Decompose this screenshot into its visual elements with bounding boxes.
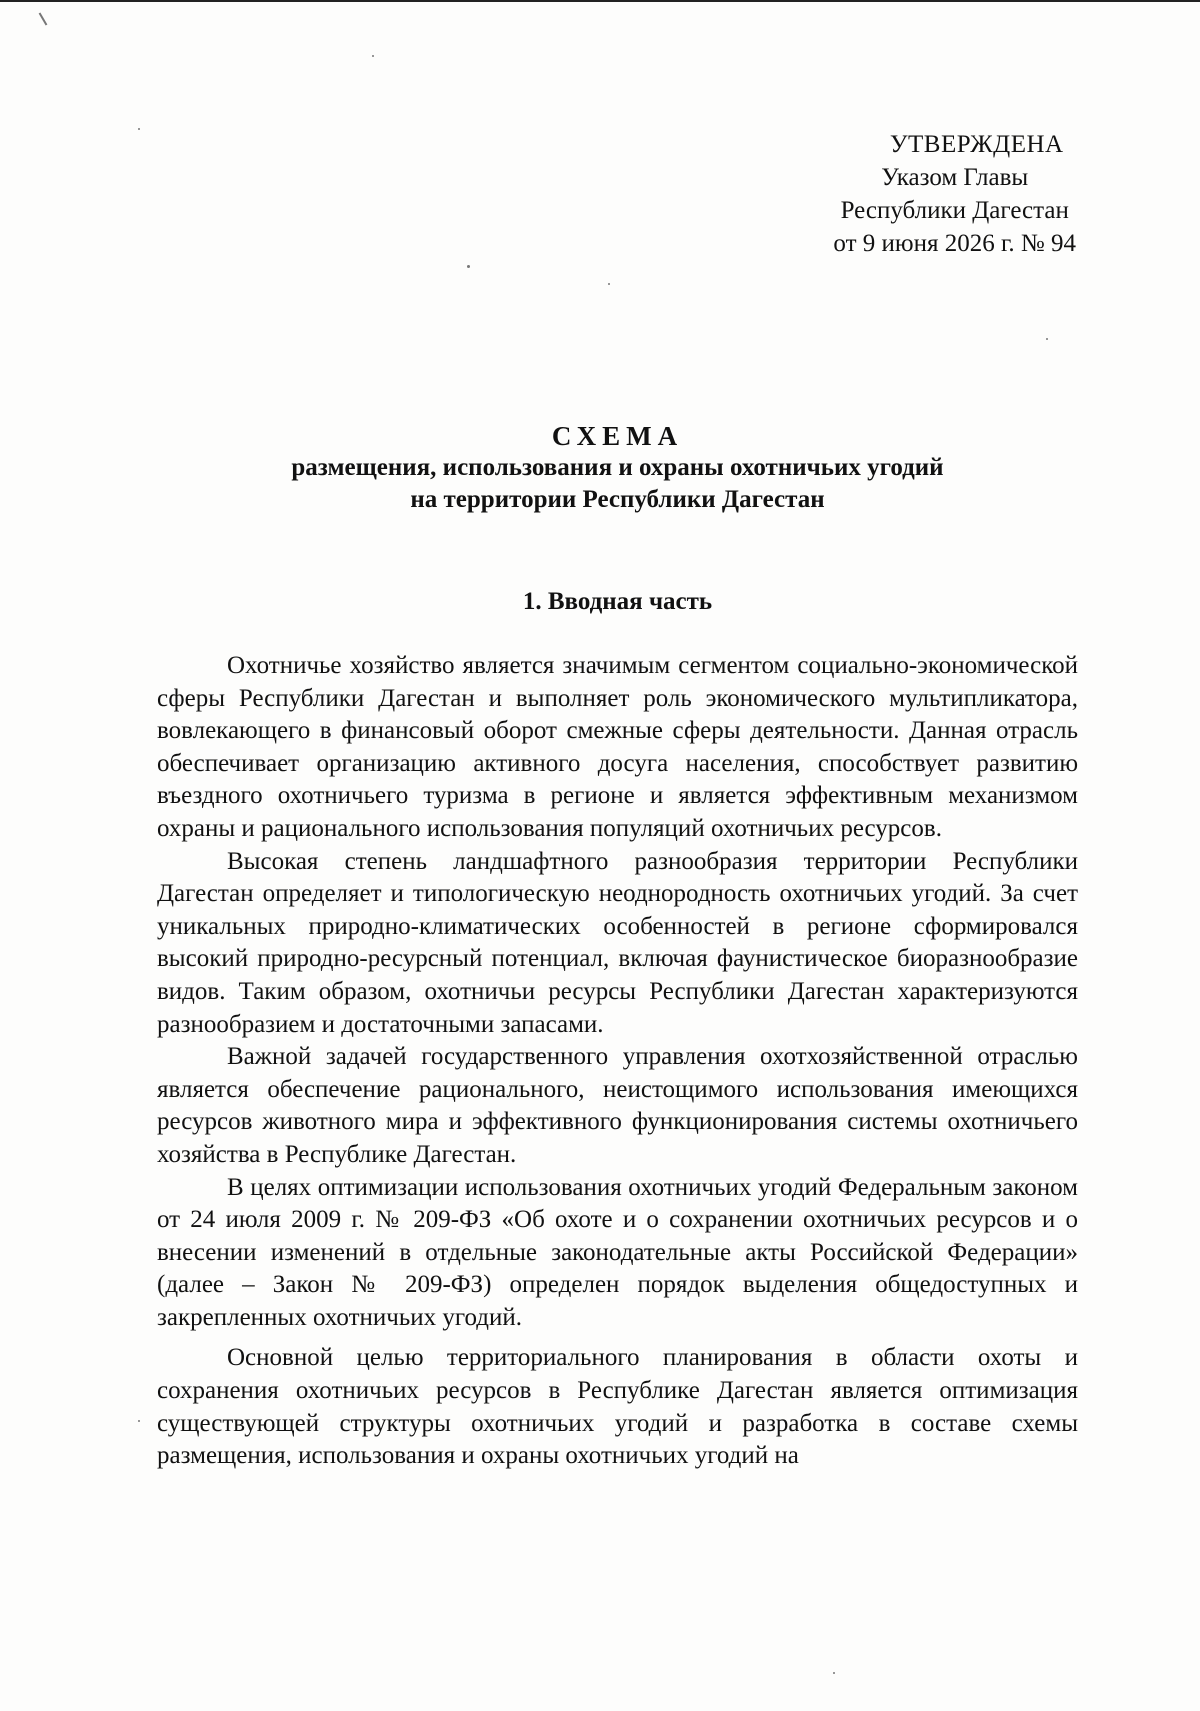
scan-speck [138,1420,140,1422]
approval-date-line: от 9 июня 2026 г. № 94 [833,230,1076,257]
document-title [157,420,1078,516]
approval-heading: УТВЕРЖДЕНА [889,131,1064,158]
approval-decree-line: Указом Главы [881,164,1029,191]
scan-edge-line [0,0,1200,2]
title-main: СХЕМА [551,421,684,451]
scan-speck [372,55,374,57]
section-heading: 1. Вводная часть [522,588,713,615]
document-body [157,650,1078,1473]
scan-speck [138,128,140,130]
paragraph: В целях оптимизации использования охотничьих угодий Федеральным законом от 24 июля 2009 г. № 209-ФЗ «Об охоте и о сохранении охотничьих ресурсов и о внесении изменений в отдельные законодательные акты Российской Федерации» (далее – Закон № 209-ФЗ) определен порядок выделения общедоступных и закрепленных охотничьих угодий. [157,1173,1078,1331]
paragraph: Охотничье хозяйство является значимым сегментом социально-экономической сферы Республики Дагестан и выполняет роль экономического мультипликатора, вовлекающего в финансовый оборот смежные сферы деятельности. Данная отрасль обеспечивает организацию активного досуга населения, способствует развитию въездного охотничьего туризма в регионе и является эффективным механизмом охраны и рационального использования популяций охотничьих ресурсов. [157,652,1078,842]
paragraph: Высокая степень ландшафтного разнообразия территории Республики Дагестан определяет и типологическую неоднородность охотничьих угодий. За счет уникальных природно-климатических особенностей в регионе сформировался высокий природно-ресурсный потенциал, включая фаунистическое биоразнообразие видов. Таким образом, охотничьи ресурсы Республики Дагестан характеризуются разнообразием и достаточными запасами. [157,847,1078,1038]
title-line-1: размещения, использования и охраны охотничьих угодий [291,454,944,481]
approval-stamp-block [833,128,1076,260]
scan-speck [467,265,470,268]
paragraph: Важной задачей государственного управления охотхозяйственной отраслью является обеспечение рационального, неистощимого использования имеющихся ресурсов животного мира и эффективного функционирования системы охотничьего хозяйства в Республике Дагестан. [157,1043,1078,1168]
scan-speck [608,283,610,285]
scan-speck [1046,338,1048,340]
title-line-2: на территории Республики Дагестан [410,486,825,513]
paragraph: Основной целью территориального планирования в области охоты и сохранения охотничьих ресурсов в Республике Дагестан является оптимизация существующей структуры охотничьих угодий и разработка в составе схемы размещения, использования и охраны охотничьих угодий на [157,1344,1078,1470]
approval-republic-line: Республики Дагестан [840,197,1069,224]
scan-speck [833,1672,835,1674]
scan-speck [39,12,48,25]
